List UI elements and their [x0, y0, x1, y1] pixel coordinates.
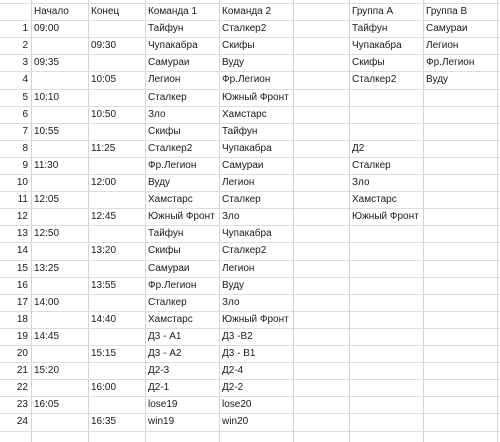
cell-team2[interactable]: Сталкер: [222, 194, 261, 206]
cell-team1[interactable]: Тайфун: [148, 23, 184, 35]
cell-team1[interactable]: Хамстарс: [148, 313, 193, 325]
cell-team1[interactable]: Самураи: [148, 57, 190, 69]
cell-team2[interactable]: Тайфун: [222, 125, 258, 137]
cell-end[interactable]: 16:35: [91, 416, 117, 428]
cell-team1[interactable]: Д3 - А1: [148, 330, 182, 342]
cell-group-a[interactable]: Зло: [352, 177, 370, 188]
row-number[interactable]: 10: [16, 177, 28, 188]
row-number[interactable]: 2: [22, 40, 28, 52]
header-end[interactable]: Конец: [91, 6, 120, 17]
cell-team1[interactable]: Хамстарс: [148, 194, 193, 206]
cell-team2[interactable]: Чупакабра: [222, 142, 272, 154]
cell-team2[interactable]: Зло: [222, 296, 240, 308]
cell-team1[interactable]: Скифы: [148, 125, 181, 137]
row-number[interactable]: 13: [16, 228, 28, 240]
cell-team2[interactable]: lose20: [222, 399, 252, 411]
cell-end[interactable]: 12:00: [91, 177, 117, 188]
cell-team1[interactable]: Д3 - А2: [148, 348, 182, 359]
cell-start[interactable]: 16:05: [34, 399, 60, 411]
cell-end[interactable]: 10:50: [91, 108, 117, 120]
cell-team1[interactable]: Южный Фронт: [148, 211, 215, 223]
cell-team1[interactable]: Сталкер: [148, 91, 187, 103]
column-divider-e: [293, 0, 294, 442]
cell-team2[interactable]: Фр.Легион: [222, 74, 271, 86]
cell-team1[interactable]: Скифы: [148, 245, 181, 257]
row-number[interactable]: 11: [17, 194, 28, 206]
row-number[interactable]: 8: [22, 142, 28, 154]
row-divider: [0, 413, 500, 414]
cell-group-a[interactable]: Хамстарс: [352, 194, 397, 206]
cell-team1[interactable]: Д2-1: [148, 382, 170, 394]
row-number[interactable]: 7: [22, 125, 28, 137]
cell-team2[interactable]: Скифы: [222, 40, 255, 52]
cell-team2[interactable]: Д3 - В1: [222, 348, 256, 359]
cell-end[interactable]: 13:55: [91, 279, 117, 291]
row-number[interactable]: 5: [22, 91, 28, 103]
cell-group-a[interactable]: Тайфун: [352, 23, 388, 35]
row-number[interactable]: 17: [16, 296, 28, 308]
cell-team2[interactable]: Сталкер2: [222, 23, 267, 35]
column-divider-h: [497, 0, 498, 442]
column-divider-a: [31, 0, 32, 442]
cell-end[interactable]: 12:45: [91, 211, 117, 223]
cell-start[interactable]: 13:25: [34, 262, 60, 274]
row-number[interactable]: 4: [22, 74, 28, 86]
cell-team2[interactable]: Д2-2: [222, 382, 244, 394]
cell-group-b[interactable]: Вуду: [426, 74, 449, 86]
cell-team2[interactable]: Легион: [222, 177, 255, 188]
cell-start[interactable]: 14:00: [34, 296, 60, 308]
cell-team1[interactable]: Самураи: [148, 262, 190, 274]
row-number[interactable]: 16: [16, 279, 28, 291]
cell-start[interactable]: 12:50: [34, 228, 60, 240]
header-group-b[interactable]: Группа В: [426, 6, 468, 17]
header-start[interactable]: Начало: [34, 6, 69, 17]
cell-team1[interactable]: Фр.Легион: [148, 279, 197, 291]
cell-group-a[interactable]: Чупакабра: [352, 40, 402, 52]
cell-end[interactable]: 11:25: [91, 142, 116, 154]
cell-start[interactable]: 10:55: [34, 125, 60, 137]
cell-team1[interactable]: Тайфун: [148, 228, 184, 240]
cell-end[interactable]: 10:05: [91, 74, 117, 86]
row-number[interactable]: 1: [22, 23, 28, 35]
cell-team2[interactable]: win20: [222, 416, 249, 428]
row-number[interactable]: 23: [16, 399, 28, 411]
row-divider: [0, 54, 500, 55]
cell-team1[interactable]: Чупакабра: [148, 40, 198, 52]
cell-end[interactable]: 15:15: [91, 348, 117, 359]
row-number[interactable]: 6: [22, 108, 28, 120]
column-divider-c: [145, 0, 146, 442]
cell-team1[interactable]: lose19: [148, 399, 178, 411]
cell-group-b[interactable]: Фр.Легион: [426, 57, 475, 69]
cell-end[interactable]: 16:00: [91, 382, 117, 394]
column-divider-f: [349, 0, 350, 442]
cell-start[interactable]: 09:00: [34, 23, 60, 35]
cell-group-b[interactable]: Самураи: [426, 23, 468, 35]
cell-end[interactable]: 14:40: [91, 313, 117, 325]
row-number[interactable]: 19: [16, 330, 28, 342]
header-team1[interactable]: Команда 1: [148, 6, 198, 17]
cell-team2[interactable]: Д3 -В2: [222, 330, 253, 342]
cell-start[interactable]: 12:05: [34, 194, 60, 206]
cell-team1[interactable]: Сталкер2: [148, 142, 193, 154]
cell-group-a[interactable]: Д2: [352, 142, 365, 154]
row-number[interactable]: 21: [16, 365, 28, 377]
cell-group-b[interactable]: Легион: [426, 40, 459, 52]
row-divider: [0, 294, 500, 295]
column-divider-d: [219, 0, 220, 442]
cell-group-a[interactable]: Скифы: [352, 57, 385, 69]
cell-end[interactable]: 13:20: [91, 245, 117, 257]
row-number[interactable]: 20: [16, 348, 28, 359]
row-number[interactable]: 22: [16, 382, 28, 394]
cell-start[interactable]: 09:35: [34, 57, 60, 69]
row-number[interactable]: 3: [22, 57, 28, 69]
cell-team1[interactable]: Д2-3: [148, 365, 170, 377]
cell-team2[interactable]: Южный Фронт: [222, 91, 289, 103]
header-team2[interactable]: Команда 2: [222, 6, 272, 17]
cell-team2[interactable]: Южный Фронт: [222, 313, 289, 325]
row-divider: [0, 208, 500, 209]
cell-start[interactable]: 14:45: [34, 330, 60, 342]
cell-group-a[interactable]: Сталкер: [352, 159, 391, 171]
row-number[interactable]: 18: [16, 313, 28, 325]
cell-end[interactable]: 09:30: [91, 40, 117, 52]
row-number[interactable]: 14: [16, 245, 28, 257]
row-number[interactable]: 24: [16, 416, 28, 428]
cell-group-a[interactable]: Сталкер2: [352, 74, 397, 86]
cell-team2[interactable]: Сталкер2: [222, 245, 267, 257]
row-divider: [0, 431, 500, 432]
row-divider: [0, 379, 500, 380]
column-divider-b: [88, 0, 89, 442]
cell-team2[interactable]: Самураи: [222, 159, 264, 171]
cell-team2[interactable]: Д2-4: [222, 365, 244, 377]
cell-team1[interactable]: Вуду: [148, 177, 171, 188]
row-number[interactable]: 15: [16, 262, 28, 274]
row-divider: [0, 277, 500, 278]
cell-team1[interactable]: Зло: [148, 108, 166, 120]
cell-team1[interactable]: Сталкер: [148, 296, 187, 308]
column-divider-g: [423, 0, 424, 442]
cell-team2[interactable]: Хамстарс: [222, 108, 267, 120]
cell-group-a[interactable]: Южный Фронт: [352, 211, 419, 223]
cell-team2[interactable]: Легион: [222, 262, 255, 274]
cell-team2[interactable]: Зло: [222, 211, 240, 223]
cell-start[interactable]: 10:10: [34, 91, 60, 103]
cell-team2[interactable]: Чупакабра: [222, 228, 272, 240]
cell-start[interactable]: 15:20: [34, 365, 60, 377]
cell-team1[interactable]: Легион: [148, 74, 181, 86]
header-group-a[interactable]: Группа А: [352, 6, 394, 17]
row-number[interactable]: 12: [16, 211, 28, 223]
cell-team2[interactable]: Вуду: [222, 279, 245, 291]
cell-team1[interactable]: win19: [148, 416, 175, 428]
row-divider: [0, 362, 500, 363]
cell-team1[interactable]: Фр.Легион: [148, 159, 197, 171]
cell-team2[interactable]: Вуду: [222, 57, 245, 69]
cell-start[interactable]: 11:30: [34, 159, 59, 171]
row-number[interactable]: 9: [22, 159, 28, 171]
